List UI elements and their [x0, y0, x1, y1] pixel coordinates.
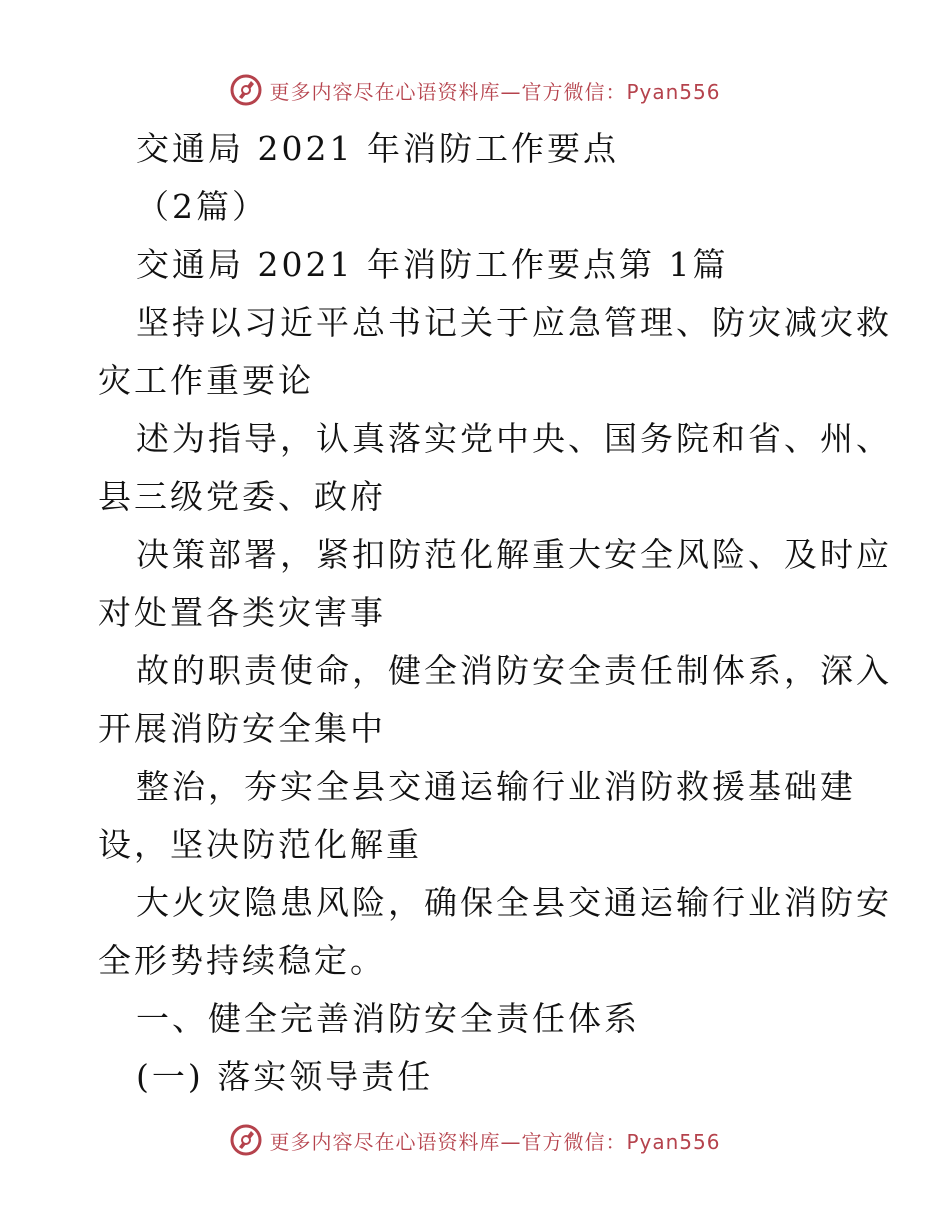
paragraph-line: 对处置各类灾害事	[98, 593, 386, 632]
paragraph-line: 县三级党委、政府	[98, 477, 386, 516]
subsection-heading: (一) 落实领导责任	[136, 1057, 434, 1096]
paragraph-line: 故的职责使命，健全消防安全责任制体系，深入	[136, 651, 892, 690]
doc-title: 交通局 2021 年消防工作要点	[136, 129, 619, 168]
doc-subtitle: （2篇）	[136, 187, 268, 226]
section-heading: 交通局 2021 年消防工作要点第 1篇	[136, 245, 729, 284]
header-watermark	[0, 68, 950, 112]
paragraph-line: 坚持以习近平总书记关于应急管理、防灾减灾救	[136, 303, 892, 342]
watermark-text: 更多内容尽在心语资料库—官方微信：Pyan556	[269, 1129, 721, 1154]
paragraph-line: 整治，夯实全县交通运输行业消防救援基础建	[136, 767, 856, 806]
chapter-heading: 一、健全完善消防安全责任体系	[136, 999, 640, 1038]
paragraph-line: 述为指导，认真落实党中央、国务院和省、州、	[136, 419, 892, 458]
paragraph-line: 全形势持续稳定。	[98, 941, 386, 980]
footer-watermark	[0, 1118, 950, 1162]
document-body	[98, 120, 892, 1106]
quill-logo-icon	[229, 1123, 263, 1157]
paragraph-line: 开展消防安全集中	[98, 709, 386, 748]
watermark-text: 更多内容尽在心语资料库—官方微信：Pyan556	[269, 79, 721, 104]
paragraph-line: 设，坚决防范化解重	[98, 825, 422, 864]
paragraph-line: 决策部署，紧扣防范化解重大安全风险、及时应	[136, 535, 892, 574]
quill-logo-icon	[229, 73, 263, 107]
paragraph-line: 灾工作重要论	[98, 361, 314, 400]
paragraph-line: 大火灾隐患风险，确保全县交通运输行业消防安	[136, 883, 892, 922]
